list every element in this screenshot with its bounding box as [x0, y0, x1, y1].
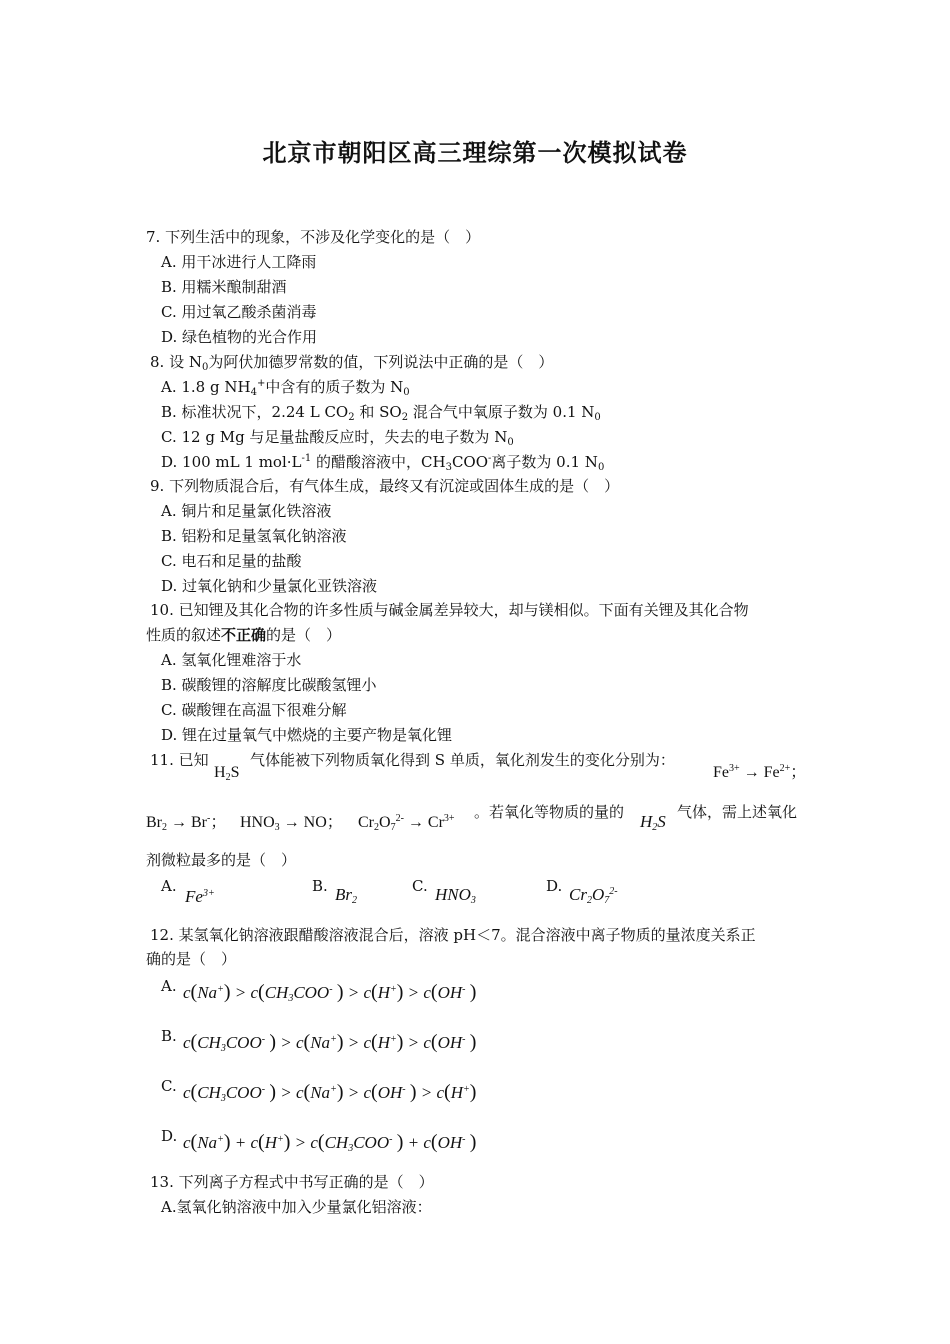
- question-10-option-c: C. 碳酸锂在高温下很难分解: [161, 701, 347, 719]
- question-9-stem: 9. 下列物质混合后，有气体生成，最终又有沉淀或固体生成的是（ ）: [150, 477, 620, 495]
- cr-reaction: $Cr_2O_7^{2-} \to Cr^{3+}$: [358, 813, 455, 833]
- question-11-option-d-formula: $Cr_2O_7^{2-}$: [569, 885, 618, 906]
- question-13-option-a: A.氢氧化钠溶液中加入少量氯化铝溶液：: [161, 1198, 432, 1216]
- question-11-line2-end: 气体，需上述氧化: [677, 803, 798, 821]
- question-7-option-a: A. 用干冰进行人工降雨: [161, 253, 317, 271]
- question-11-option-d-label: D.: [546, 877, 563, 895]
- question-8-option-d: D. 100 mL 1 $mol\cdot L^{-1}$ 的醋酸溶液中，$CH_3COO^-$离子数为 0.1 $N_0$: [161, 453, 605, 473]
- question-7-option-d: D. 绿色植物的光合作用: [161, 328, 318, 346]
- question-11-option-a-formula: $Fe^{3+}$: [185, 887, 215, 906]
- question-10-option-b: B. 碳酸锂的溶解度比碳酸氢锂小: [161, 676, 377, 694]
- fe-reaction: $Fe^{3+} \to Fe^{2+}$；: [713, 763, 807, 781]
- question-13-stem: 13. 下列离子方程式中书写正确的是（ ）: [150, 1173, 434, 1191]
- question-12-option-b-label: B.: [161, 1027, 177, 1045]
- question-8-option-c: C. 12 g Mg 与足量盐酸反应时，失去的电子数为 $N_0$: [161, 428, 514, 448]
- question-11-option-c-label: C.: [412, 877, 428, 895]
- question-12-option-a-expression: $c(Na^+) > c(CH_3COO^-$ ) > c(H+) > c(OH- ): [183, 981, 477, 1004]
- question-12-option-c-expression: $c(CH_3COO^-$ ) > c(Na+) > c(OH- ) > c(H+): [183, 1081, 477, 1104]
- question-10-option-d: D. 锂在过量氧气中燃烧的主要产物是氧化锂: [161, 726, 453, 744]
- question-10-option-a: A. 氢氧化锂难溶于水: [161, 651, 302, 669]
- question-7-option-c: C. 用过氧乙酸杀菌消毒: [161, 303, 317, 321]
- question-11-pre: 11. 已知: [150, 751, 209, 769]
- question-10-line-2: 性质的叙述不正确的是（ ）: [146, 626, 342, 644]
- question-11-option-b-label: B.: [312, 877, 328, 895]
- hno3-reaction: $HNO_3$ → NO；: [240, 814, 343, 833]
- question-11-line-3: 剂微粒最多的是（ ）: [146, 851, 297, 869]
- question-9-option-a: A. 铜片和足量氯化铁溶液: [161, 502, 332, 520]
- question-12-option-a-label: A.: [161, 977, 177, 995]
- question-11-option-b-formula: $Br_2$: [335, 885, 357, 906]
- question-9-option-c: C. 电石和足量的盐酸: [161, 552, 302, 570]
- question-12-line-2: 确的是（ ）: [146, 950, 237, 968]
- h2s-formula: $H_2S$: [214, 764, 240, 783]
- question-11-line2-post: 。若氧化等物质的量的: [474, 803, 625, 821]
- question-11-option-c-formula: $HNO_3$: [435, 885, 476, 906]
- question-8-option-a: A. 1.8 g $NH_4^+$中含有的质子数为 $N_0$: [161, 378, 410, 398]
- br-reaction: $Br_2 \to Br^-$；: [146, 813, 227, 833]
- question-10-line-1: 10. 已知锂及其化合物的许多性质与碱金属差异较大，却与镁相似。下面有关锂及其化合物: [150, 601, 749, 619]
- question-7-stem: 7. 下列生活中的现象，不涉及化学变化的是（ ）: [146, 228, 481, 246]
- question-9-option-d: D. 过氧化钠和少量氯化亚铁溶液: [161, 577, 378, 595]
- question-11-mid: 气体能被下列物质氧化得到 S 单质，氧化剂发生的变化分别为：: [250, 751, 675, 769]
- question-7-option-b: B. 用糯米酿制甜酒: [161, 278, 287, 296]
- question-9-option-b: B. 铝粉和足量氢氧化钠溶液: [161, 527, 347, 545]
- question-12-option-d-label: D.: [161, 1127, 178, 1145]
- question-11-option-a-label: A.: [161, 877, 177, 895]
- question-8-stem: 8. 设 $N_0$为阿伏加德罗常数的值，下列说法中正确的是（ ）: [150, 353, 554, 373]
- page-title: 北京市朝阳区高三理综第一次模拟试卷: [262, 139, 688, 167]
- question-12-line-1: 12. 某氢氧化钠溶液跟醋酸溶液混合后，溶液 pH＜7。混合溶液中离子物质的量浓度关系正: [150, 926, 756, 944]
- question-12-option-b-expression: $c(CH_3COO^-$ ) > c(Na+) > c(H+) > c(OH- ): [183, 1031, 477, 1054]
- question-12-option-d-expression: $c(Na^+) + c(H^+) > c(CH_3COO^-$ ) + c(OH- ): [183, 1131, 477, 1154]
- h2s-formula-italic: $H_2S$: [640, 812, 666, 833]
- question-8-option-b: B. 标准状况下，2.24 L $CO_2$ 和 $SO_2$ 混合气中氧原子数为 0.1 $N_0$: [161, 403, 601, 423]
- question-12-option-c-label: C.: [161, 1077, 177, 1095]
